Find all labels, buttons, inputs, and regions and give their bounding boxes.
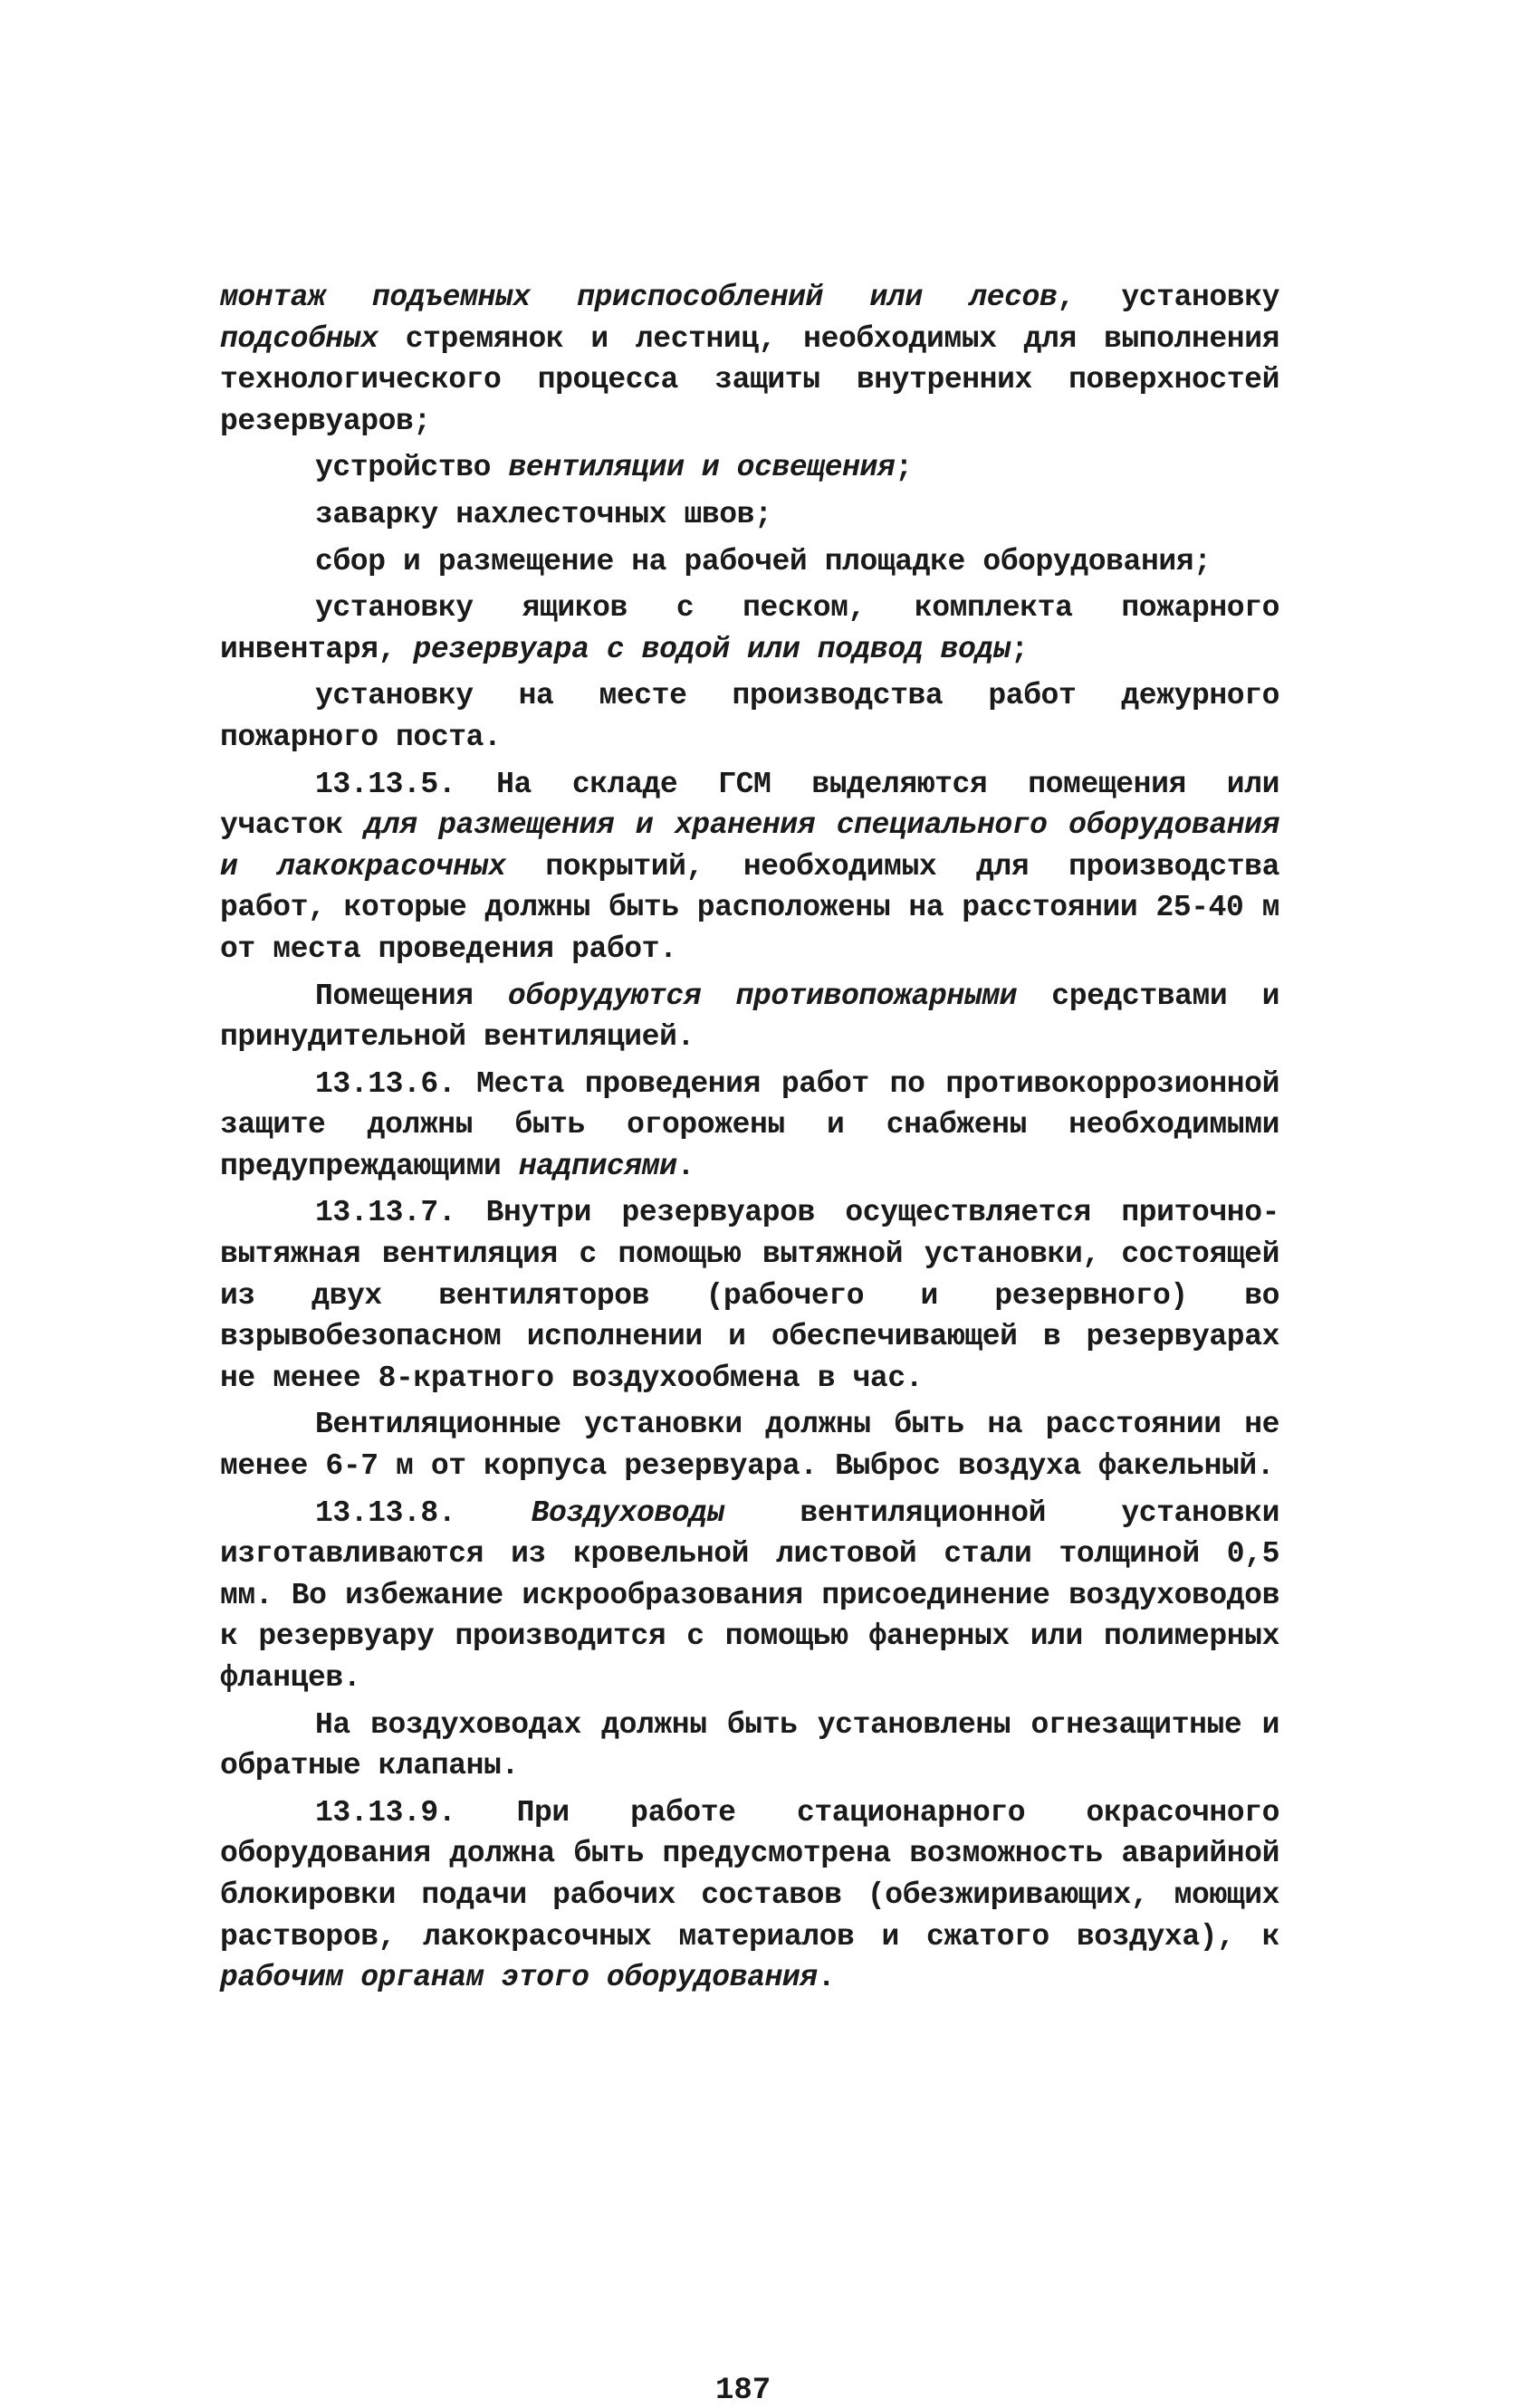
paragraph-p2 (220, 447, 1279, 489)
paragraph-text-segment: , установку (1057, 281, 1279, 314)
paragraph-text-segment: рабочим органам этого оборудования (220, 1961, 818, 1995)
paragraph-text-segment: На воздуховодах должны быть установлены огнезащитные и обратные клапаны. (220, 1707, 1279, 1783)
paragraph-p11 (220, 1404, 1279, 1486)
paragraph-text-segment: . (676, 1149, 695, 1183)
paragraph-text-segment: ; (895, 451, 913, 485)
paragraph-text-segment: установку ящиков с песком, комплекта пожарного инвентаря, (220, 591, 1279, 666)
paragraph-text-segment: 13.13.7. Внутри резервуаров осуществляется приточно-вытяжная вентиляция с помощью вытяжной установки, состоящей из двух вентиляторов (рабочего и резервного) во взрывобезопасном исполнении и обеспечивающей в резервуарах не менее 8-кратного воздухообмена в час. (220, 1196, 1279, 1395)
page-number: 187 (715, 2374, 771, 2408)
paragraph-text-segment: средствами и принудительной вентиляцией. (220, 979, 1279, 1055)
document-body (220, 277, 1279, 2004)
paragraph-text-segment: покрытий, необходимых для производства работ, которые должны быть расположены на расстоянии 25-40 м от места проведения работ. (220, 849, 1279, 966)
paragraph-p1 (220, 277, 1279, 442)
paragraph-text-segment: сбор и размещение на рабочей площадке оборудования; (315, 544, 1212, 578)
paragraph-text-segment: 13.13.9. При работе стационарного окрасочного оборудования должна быть предусмотрена возможность аварийной блокировки подачи рабочих составов (обезжиривающих, моющих растворов, лакокрасочных материалов и сжатого воздуха), к (220, 1795, 1279, 1954)
paragraph-text-segment: для размещения и хранения специального оборудования и лакокрасочных (220, 808, 1279, 884)
paragraph-text-segment: 13.13.5. На складе ГСМ выделяются помещения или участок (220, 767, 1279, 843)
paragraph-p4 (220, 541, 1279, 583)
paragraph-text-segment: резервуара с водой или подвод воды (413, 632, 1011, 666)
paragraph-p6 (220, 675, 1279, 758)
paragraph-text-segment: Помещения (315, 979, 508, 1013)
paragraph-text-segment: установку на месте производства работ дежурного пожарного поста. (220, 679, 1279, 754)
paragraph-text-segment: устройство (315, 451, 509, 485)
paragraph-text-segment: 13.13.8. (315, 1495, 532, 1530)
paragraph-text-segment: вентиляции и освещения (508, 451, 896, 485)
paragraph-p7 (220, 764, 1279, 970)
paragraph-text-segment: вентиляционной установки изготавливаются из кровельной листовой стали толщиной 0,5 мм. Во избежание искрообразования присоединение воздуховодов к резервуару производится с помощью фанерных или полимерных фланцев. (220, 1495, 1279, 1695)
paragraph-text-segment: заварку нахлесточных швов; (315, 497, 772, 531)
paragraph-text-segment: монтаж подъемных приспособлений или лесов (220, 281, 1058, 314)
paragraph-p9 (220, 1064, 1279, 1188)
paragraph-p12 (220, 1493, 1279, 1699)
paragraph-text-segment: ; (1011, 632, 1029, 666)
paragraph-text-segment: подсобных (220, 321, 378, 356)
paragraph-p10 (220, 1192, 1279, 1399)
paragraph-text-segment: стремянок и лестниц, необходимых для выполнения технологического процесса защиты внутренних поверхностей резервуаров; (220, 321, 1279, 438)
paragraph-text-segment: оборудуются противопожарными (507, 979, 1018, 1013)
paragraph-p13 (220, 1705, 1279, 1787)
paragraph-text-segment: . (817, 1961, 836, 1995)
paragraph-text-segment: Воздуховоды (531, 1495, 725, 1530)
paragraph-text-segment: надписями (518, 1149, 677, 1183)
paragraph-text-segment: 13.13.6. Места проведения работ по противокоррозионной защите должны быть огорожены и снабжены необходимыми предупреждающими (220, 1066, 1279, 1183)
paragraph-p5 (220, 588, 1279, 670)
paragraph-p8 (220, 976, 1279, 1058)
paragraph-text-segment: Вентиляционные установки должны быть на расстоянии не менее 6-7 м от корпуса резервуара. Выброс воздуха факельный. (220, 1408, 1279, 1484)
paragraph-p14 (220, 1792, 1279, 1999)
paragraph-p3 (220, 494, 1279, 536)
